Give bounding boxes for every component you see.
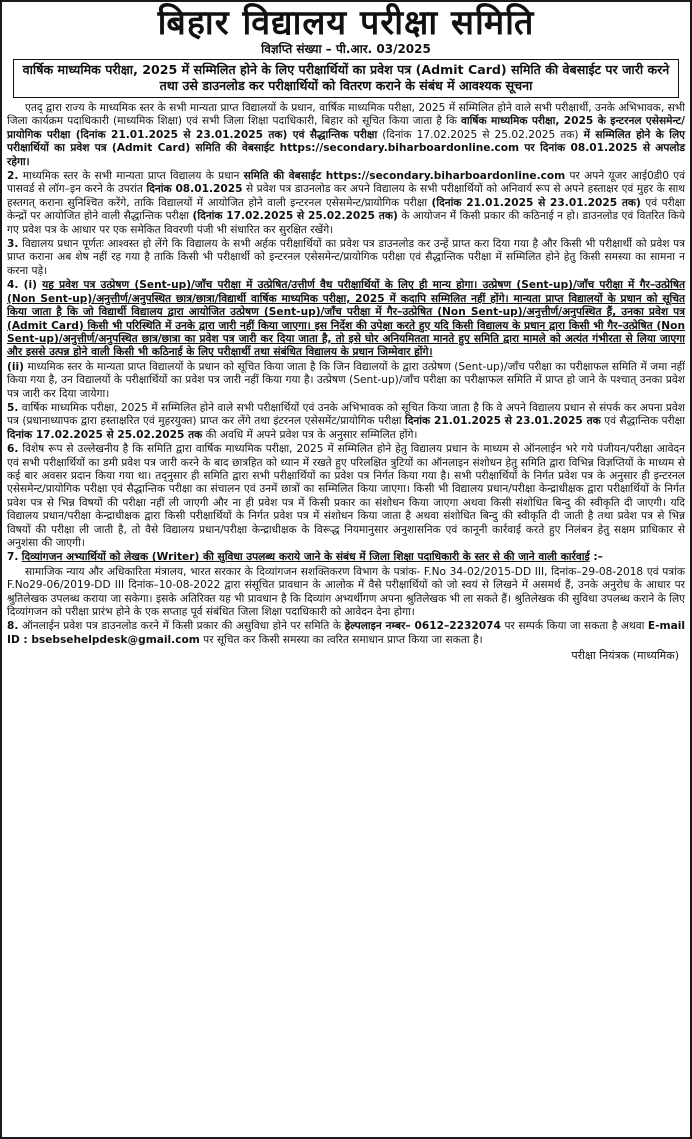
paragraph-7-body: सामाजिक न्याय और अधिकारिता मंत्रालय, भारत सरकार के दिव्यांगजन सशक्तिकरण विभाग के पत्रांक- F.No 34-02/2015-DD III, दिनांक–29-08-2018 एवं पत्रांक F.No29-06/2019-DD III दिनांक–10-08-2022 द्वारा संसूचित प्रावधान के आलोक में वैसे परीक्षार्थियों को जो स्वयं से लिखने में असमर्थ हैं, उनके अनुरोध के आधार पर श्रुतिलेखक उपलब्ध कराया जा सकेगा। इसके अतिरिक्त यह भी प्रावधान है कि दिव्यांग अभ्यर्थीगण अपना श्रुतिलेखक भी ला सकते हैं। श्रुतिलेखक की सुविधा उपलब्ध कराने के लिए दिव्यांगजन को परीक्षा प्रारंभ होने के एक सप्ताह पूर्व संबंधित जिला शिक्षा पदाधिकारी को आवेदन देना होगा। — [7, 565, 685, 619]
masthead-title: बिहार विद्यालय परीक्षा समिति — [157, 3, 535, 43]
notice-number: विज्ञप्ति संख्या – पी.आर. 03/2025 — [261, 42, 431, 56]
signatory: परीक्षा नियंत्रक (माध्यमिक) — [571, 649, 679, 663]
paragraph-7-heading: 7. दिव्यांगजन अभ्यार्थियों को लेखक (Writer) की सुविधा उपलब्ध कराये जाने के संबंध में जिला शिक्षा पदाधिकारी के स्तर से की जाने वाली कार्रवाई :– — [7, 551, 603, 564]
website-link[interactable]: समिति की वेबसाईट https://secondary.biharboardonline.com — [243, 170, 566, 183]
paragraph-intro: एतद् द्वारा राज्य के माध्यमिक स्तर के सभी मान्यता प्राप्त विद्यालयों के प्रधान, वार्षिक माध्यमिक परीक्षा, 2025 में सम्मिलित होने वाले सभी परीक्षार्थी, उनके अभिभावक, सभी जिला कार्यक्रम पदाधिकारी (माध्यमिक शिक्षा) एवं सभी जिला शिक्षा पदाधिकारी, बिहार को सूचित किया जाता है कि वार्षिक माध्यमिक परीक्षा, 2025 के इन्टरनल एसेसमेन्ट/प्रायोगिक परीक्षा (दिनांक 21.01.2025 से 23.01.2025 तक) एवं सैद्धान्तिक परीक्षा (दिनांक 17.02.2025 से 25.02.2025 तक) में सम्मिलित होने के लिए परीक्षार्थियों का प्रवेश पत्र (Admit Card) समिति की वेबसाईट https://secondary.biharboardonline.com पर दिनांक 08.01.2025 से अपलोड रहेगा। — [7, 102, 685, 168]
paragraph-4-ii: (ii) माध्यमिक स्तर के मान्यता प्राप्त विद्यालयों के प्रधान को सूचित किया जाता है कि जिन विद्यालयों के द्वारा उत्प्रेषण (Sent-up)/जाँच परीक्षा का परीक्षाफल समिति में जमा नहीं किया गया है, उन विद्यालयों के परीक्षार्थियों का प्रवेश पत्र जारी नहीं किया गया है। उत्प्रेषण (Sent-up)/जाँच परीक्षा का परीक्षाफल समिति में प्राप्त हो जाने के पश्चात् उनका प्रवेश पत्र जारी कर दिया जायेगा। — [7, 360, 685, 400]
paragraph-4-i: 4. (i) यह प्रवेश पत्र उत्प्रेषण (Sent-up)/जाँच परीक्षा में उत्प्रेषित/उत्तीर्ण वैध परीक्षार्थियों के लिए ही मान्य होगा। उत्प्रेषण (Sent-up)/जाँच परीक्षा में गैर–उत्प्रेषित (Non Sent-up)/अनुत्तीर्ण/अनुपस्थित छात्र/छात्रा/विद्यार्थी वार्षिक माध्यमिक परीक्षा, 2025 में कदापि सम्मिलित नहीं होंगे। मान्यता प्राप्त विद्यालयों के प्रधान को सूचित किया जाता है कि जो विद्यार्थी विद्यालय द्वारा आयोजित उत्प्रेषण (Sent-up)/जाँच परीक्षा में गैर–उत्प्रेषित (Non Sent-up)/अनुत्तीर्ण/अनुपस्थित हैं, उनका प्रवेश पत्र (Admit Card) किसी भी परिस्थिति में उनके द्वारा जारी नहीं किया जाएगा। इस निर्देश की उपेक्षा करते हुए यदि किसी विद्यालय के प्रधान द्वारा किसी भी गैर–उत्प्रेषित (Non Sent-up)/अनुत्तीर्ण/अनुपस्थित छात्र/छात्रा का प्रवेश पत्र जारी कर दिया जाता है, तो इसे घोर अनियमितता मानते हुए समिति द्वारा मामले को अत्यंत गंभीरता से लिया जाएगा और इससे उत्पन्न होने वाली किसी भी कठिनाई के लिए परीक्षार्थी तथा संबंधित विद्यालय के प्रधान जिम्मेवार होंगे। — [7, 279, 685, 359]
helpline-number: हेल्पलाइन नम्बर– 0612–2232074 — [344, 620, 501, 633]
subject-box: वार्षिक माध्यमिक परीक्षा, 2025 में सम्मिलित होने के लिए परीक्षार्थियों का प्रवेश पत्र (Admit Card) समिति की वेबसाईट पर जारी करने तथा उसे डाउनलोड कर परीक्षार्थियों को वितरण कराने के संबंध में आवश्यक सूचना — [13, 59, 679, 98]
paragraph-8: 8. ऑनलाईन प्रवेश पत्र डाउनलोड करने में किसी प्रकार की असुविधा होने पर समिति के हेल्पलाइन नम्बर– 0612–2232074 पर सम्पर्क किया जा सकता है अथवा E-mail ID : bsebsehelpdesk@gmail.com पर सूचित कर किसी समस्या का त्वरित समाधान प्राप्त किया जा सकता है। — [7, 620, 686, 646]
paragraph-2: 2. माध्यमिक स्तर के सभी मान्यता प्राप्त विद्यालय के प्रधान समिति की वेबसाईट https://secondary.biharboardonline.com पर अपने यूजर आई0डी0 एवं पासवर्ड से लॉग–इन करने के उपरांत दिनांक 08.01.2025 से प्रवेश पत्र डाउनलोड कर अपने विद्यालय के सभी परीक्षार्थियों को अनिवार्य रूप से अपने हस्ताक्षर एवं मुहर के साथ हस्तगत् कराना सुनिश्चित करेंगे, ताकि विद्यालयों में आयोजित होने वाली इन्टरनल एसेसमेन्ट/प्रायोगिक परीक्षा (दिनांक 21.01.2025 से 23.01.2025 तक) एवं परीक्षा केन्द्रों पर आयोजित होने वाली सैद्धान्तिक परीक्षा (दिनांक 17.02.2025 से 25.02.2025 तक) के आयोजन में किसी प्रकार की कठिनाई न हो। डाउनलोड एवं वितरित किये गए प्रवेश पत्र के आधार पर एक समेकित विवरणी पंजी भी संधारित कर सुरक्षित रखेंगे। — [7, 170, 686, 236]
paragraph-6: 6. विशेष रूप से उल्लेखनीय है कि समिति द्वारा वार्षिक माध्यमिक परीक्षा, 2025 में सम्मिलित होने हेतु विद्यालय प्रधान के माध्यम से ऑनलाईन भरे गये पंजीयन/परीक्षा आवेदन एवं सभी परीक्षार्थियों का डमी प्रवेश पत्र जारी करने के बाद छात्रहित को ध्यान में रखते हुए परिलक्षित त्रुटियों का ऑनलाइन संशोधन हेतु समिति द्वारा विभिन्न विज्ञप्तियों के माध्यम से कई बार अवसर प्रदान किया गया था। तद्नुसार ही समिति द्वारा सभी परीक्षार्थियों का प्रवेश पत्र निर्गत किया गया है। सभी परीक्षार्थियों के निर्गत प्रवेश पत्र के अनुसार ही इन्टरनल एसेसमेन्ट/प्रायोगिक परीक्षा एवं सैद्धान्तिक परीक्षा का संचालन एवं उनमें छात्रों का सम्मिलित किया जाएगा। किसी भी विद्यालय प्रधान/परीक्षा केन्द्राधीक्षक द्वारा परीक्षार्थियों के निर्गत प्रवेश पत्र से भिन्न विषयों की परीक्षा नहीं ली जाएगी और ना ही प्रवेश पत्र में किसी प्रकार का संशोधन किया जाएगा अथवा किसी संशोधित बिन्दु की स्वीकृति दी जाएगी। यदि विद्यालय प्रधान/परीक्षा केन्द्राधीक्षक द्वारा किसी परीक्षार्थियों के निर्गत प्रवेश पत्र में संशोधन किया जाता है अथवा संशोधित बिन्दु की स्वीकृति दी जाती है तथा प्रवेश पत्र से भिन्न विषयों की परीक्षा ली जाती है, तो वैसे विद्यालय प्रधान/परीक्षा केन्द्राधीक्षक के विरूद्ध नियमानुसार अनुशासनिक एवं कानूनी कार्रवाई करते हुए निलंबन हेतु सक्षम प्राधिकार से अनुशंसा की जाएगी। — [7, 443, 685, 549]
notice-body — [7, 102, 685, 647]
helpdesk-email[interactable]: E-mail ID : bsebsehelpdesk@gmail.com — [7, 620, 686, 646]
paragraph-3: 3. विद्यालय प्रधान पूर्णतः आश्वस्त हो लेंगे कि विद्यालय के सभी अर्हक परीक्षार्थियों का प्रवेश पत्र डाउनलोड कर उन्हें प्राप्त करा दिया गया है और किसी भी परीक्षार्थी को प्रवेश पत्र प्राप्त कराना अब शेष नहीं रह गया है ताकि किसी भी परीक्षार्थी को इन्टरनल एसेसमेन्ट/प्रायोगिक परीक्षा एवं सैद्धान्तिक परीक्षा में सम्मिलित होने हेतु किसी समस्या का सामना न करना पड़े। — [7, 238, 685, 277]
paragraph-5: 5. वार्षिक माध्यमिक परीक्षा, 2025 में सम्मिलित होने वाले सभी परीक्षार्थियों एवं उनके अभिभावक को सूचित किया जाता है कि वे अपने विद्यालय प्रधान से संपर्क कर अपना प्रवेश पत्र (प्रधानाध्यापक द्वारा हस्ताक्षरित एवं मुहरयुक्त) प्राप्त कर लेंगे तथा इंटरनल एसेसमेंट/प्रायोगिक परीक्षा दिनांक 21.01.2025 से 23.01.2025 तक एवं सैद्धान्तिक परीक्षा दिनांक 17.02.2025 से 25.02.2025 तक की अवधि में अपने प्रवेश पत्र के अनुसार सम्मिलित होंगे। — [7, 401, 685, 441]
